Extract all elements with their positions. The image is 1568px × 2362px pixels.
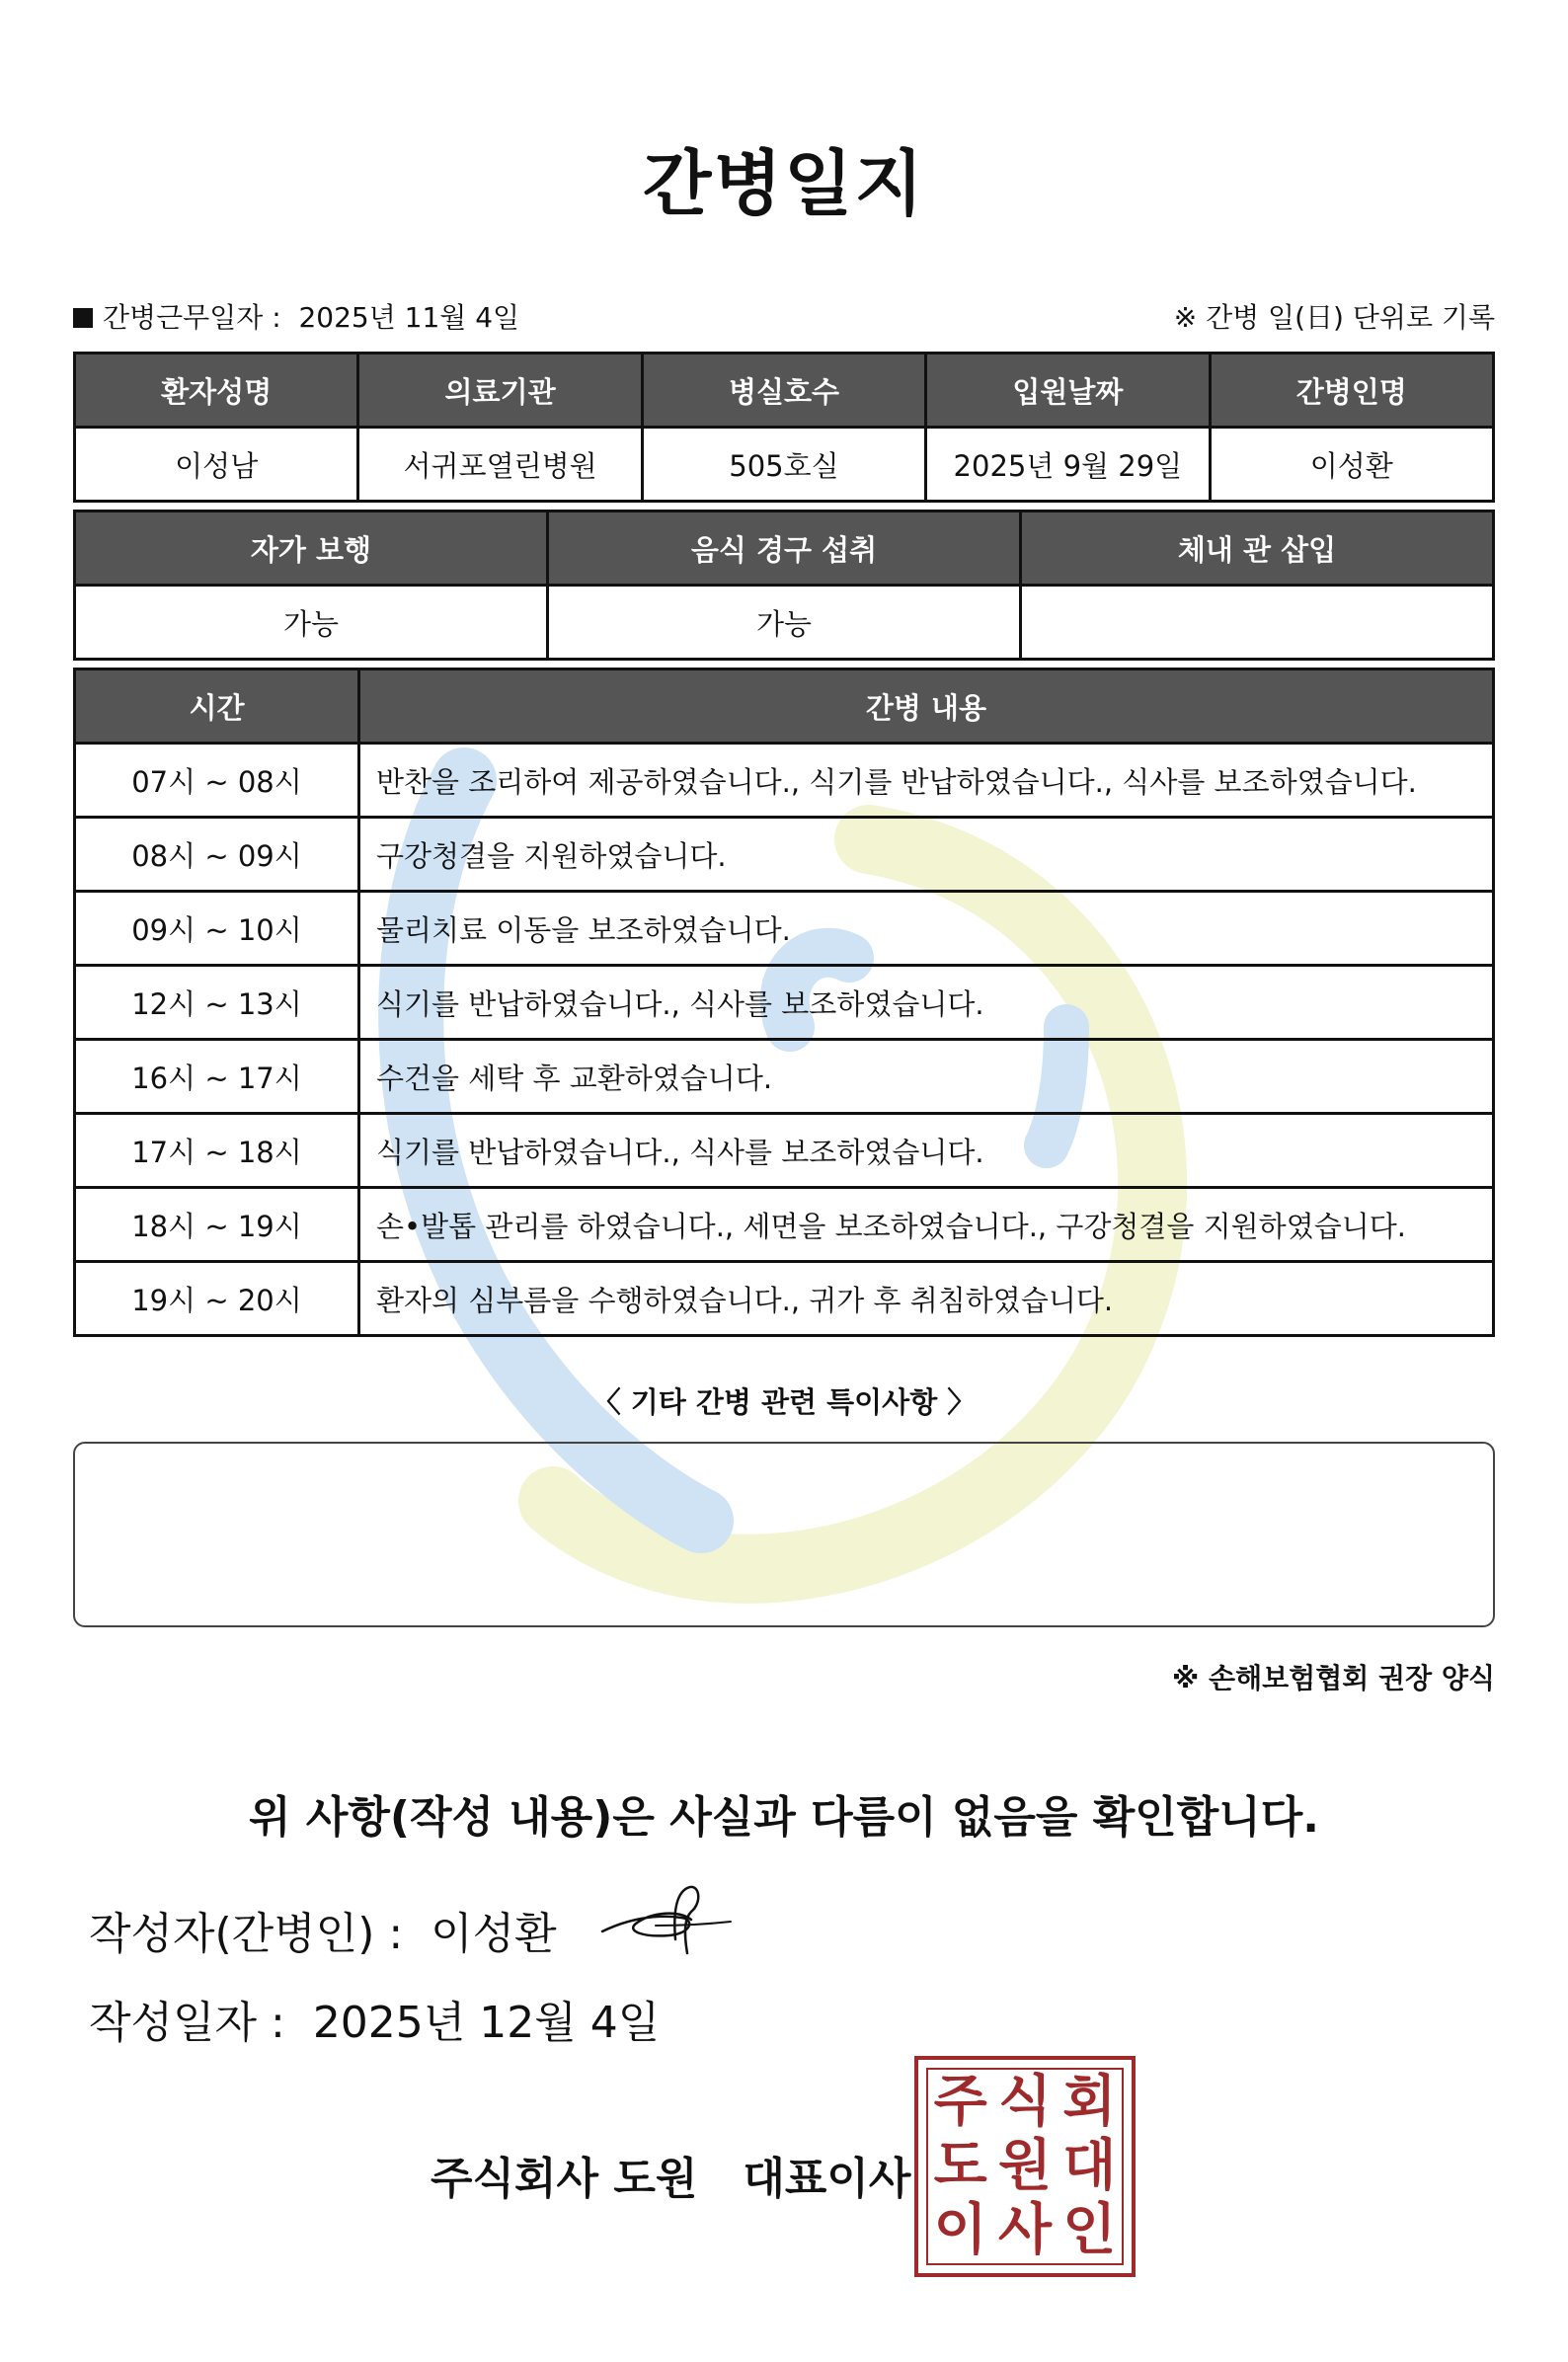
log-time: 09시 ~ 10시 — [75, 892, 359, 966]
seal-char: 인 — [1062, 2198, 1117, 2263]
seal-char: 도 — [933, 2133, 987, 2198]
seal-char: 원 — [997, 2133, 1053, 2198]
table-row — [75, 892, 1494, 966]
table-row — [75, 966, 1494, 1040]
header-walking: 자가 보행 — [75, 512, 548, 586]
company-seal-icon — [914, 2056, 1136, 2277]
oral-intake-status: 가능 — [548, 586, 1021, 660]
header-caregiver: 간병인명 — [1210, 354, 1493, 428]
header-room: 병실호수 — [642, 354, 925, 428]
log-content: 수건을 세탁 후 교환하였습니다. — [359, 1040, 1494, 1114]
tube-insertion-status — [1021, 586, 1494, 660]
header-oral-intake: 음식 경구 섭취 — [548, 512, 1021, 586]
table-row — [75, 1040, 1494, 1114]
header-care-content: 간병 내용 — [359, 669, 1494, 744]
written-date: 2025년 12월 4일 — [312, 1998, 661, 2048]
header-tube-insertion: 체내 관 삽입 — [1021, 512, 1494, 586]
seal-char: 이 — [933, 2198, 987, 2263]
header-admission-date: 입원날짜 — [926, 354, 1210, 428]
log-time: 19시 ~ 20시 — [75, 1262, 359, 1336]
writer-name: 이성환 — [431, 1909, 557, 1959]
log-time: 07시 ~ 08시 — [75, 744, 359, 818]
log-time: 08시 ~ 09시 — [75, 818, 359, 892]
log-time: 17시 ~ 18시 — [75, 1114, 359, 1188]
table-row — [75, 1262, 1494, 1336]
log-content: 구강청결을 지원하였습니다. — [359, 818, 1494, 892]
notes-box — [73, 1442, 1495, 1627]
log-content: 손•발톱 관리를 하였습니다., 세면을 보조하였습니다., 구강청결을 지원하였습니다. — [359, 1188, 1494, 1262]
log-content: 반찬을 조리하여 제공하였습니다., 식기를 반납하였습니다., 식사를 보조하였습니다. — [359, 744, 1494, 818]
work-date-value: 2025년 11월 4일 — [298, 301, 520, 334]
patient-status-table — [73, 510, 1495, 661]
work-date: 간병근무일자 : 2025년 11월 4일 — [73, 296, 519, 336]
writer-line — [89, 1898, 557, 1961]
log-content: 식기를 반납하였습니다., 식사를 보조하였습니다. — [359, 1114, 1494, 1188]
seal-char: 대 — [1062, 2133, 1117, 2198]
log-time: 12시 ~ 13시 — [75, 966, 359, 1040]
association-note: ※ 손해보험협회 권장 양식 — [1172, 1662, 1495, 1694]
notes-title: 〈 기타 간병 관련 특이사항 〉 — [591, 1385, 977, 1419]
table-row — [75, 1188, 1494, 1262]
page-title: 간병일지 — [642, 142, 926, 225]
log-time: 16시 ~ 17시 — [75, 1040, 359, 1114]
seal-char: 식 — [997, 2069, 1053, 2134]
care-log-table — [73, 668, 1495, 1337]
admission-date: 2025년 9월 29일 — [926, 428, 1210, 502]
seal-char: 회 — [1062, 2069, 1117, 2134]
confirmation-statement: 위 사항(작성 내용)은 사실과 다름이 없음을 확인합니다. — [249, 1792, 1319, 1843]
header-time: 시간 — [75, 669, 359, 744]
log-time: 18시 ~ 19시 — [75, 1188, 359, 1262]
seal-char: 사 — [997, 2198, 1053, 2263]
signature-icon — [596, 1880, 735, 1959]
log-content: 환자의 심부름을 수행하였습니다., 귀가 후 취침하였습니다. — [359, 1262, 1494, 1336]
company-title: 대표이사 — [743, 2154, 911, 2204]
work-date-label: 간병근무일자 — [103, 301, 264, 334]
written-date-label: 작성일자 : — [89, 1998, 285, 2048]
square-bullet-icon — [73, 308, 93, 328]
written-date-line — [89, 1987, 660, 2050]
table-row — [75, 1114, 1494, 1188]
table-row — [75, 818, 1494, 892]
header-hospital: 의료기관 — [358, 354, 642, 428]
table-row — [75, 744, 1494, 818]
log-content: 식기를 반납하였습니다., 식사를 보조하였습니다. — [359, 966, 1494, 1040]
log-content: 물리치료 이동을 보조하였습니다. — [359, 892, 1494, 966]
company-name: 주식회사 도원 — [431, 2154, 698, 2204]
company-line — [431, 2143, 910, 2206]
header-patient-name: 환자성명 — [75, 354, 358, 428]
seal-grid — [926, 2068, 1124, 2265]
writer-label: 작성자(간병인) : — [89, 1909, 404, 1959]
patient-info-table — [73, 352, 1495, 503]
seal-char: 주 — [933, 2069, 987, 2134]
meta-row — [73, 296, 1495, 336]
record-unit-note: ※ 간병 일(日) 단위로 기록 — [1173, 301, 1495, 334]
caregiver-name: 이성환 — [1210, 428, 1493, 502]
room-number: 505호실 — [642, 428, 925, 502]
walking-status: 가능 — [75, 586, 548, 660]
hospital-name: 서귀포열린병원 — [358, 428, 642, 502]
patient-name: 이성남 — [75, 428, 358, 502]
